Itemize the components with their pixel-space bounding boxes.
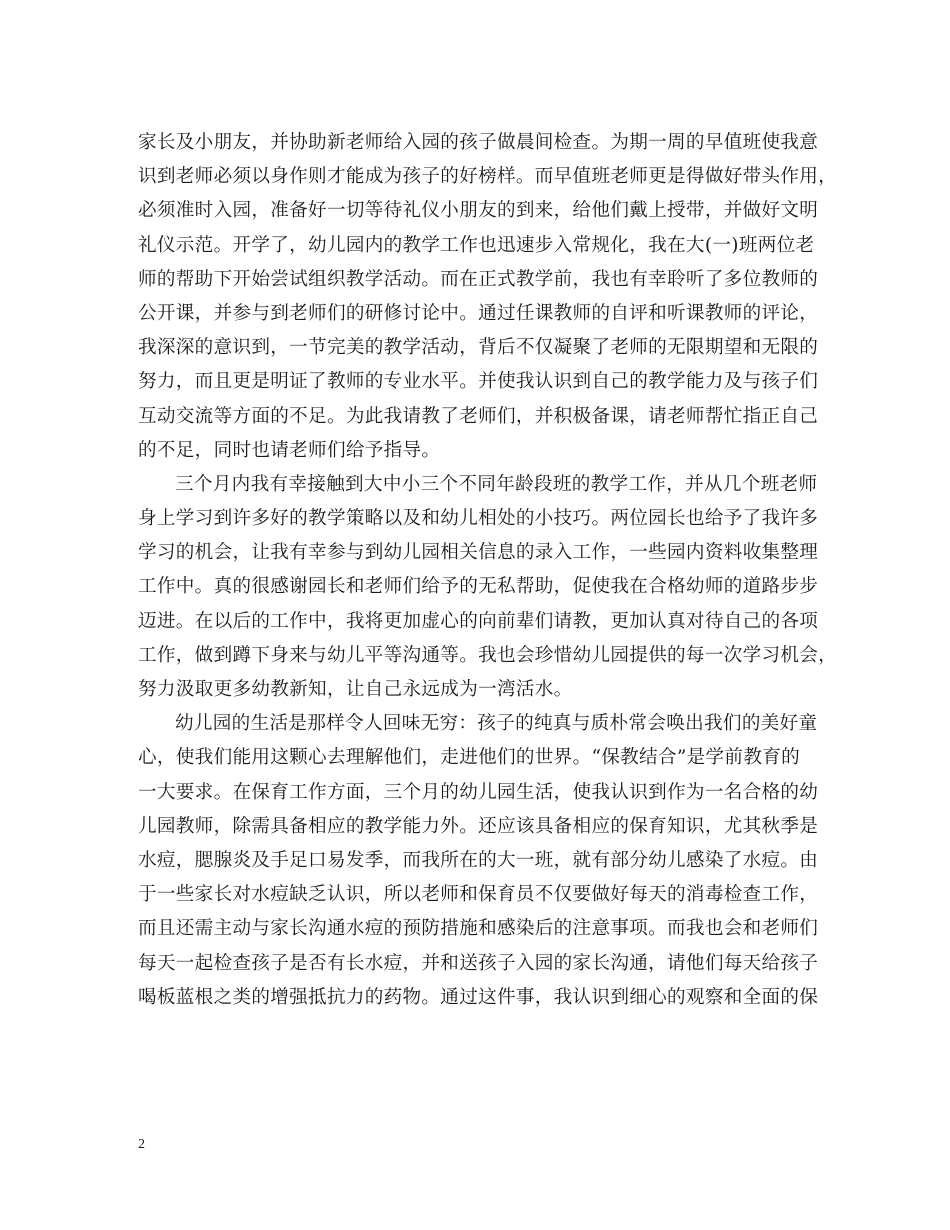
text-line: 公开课，并参与到老师们的研修讨论中。通过任课教师的自评和听课教师的评论， <box>138 302 819 324</box>
document-body <box>138 126 838 1015</box>
text-line: 我深深的意识到，一节完美的教学活动，背后不仅凝聚了老师的无限期望和无限的 <box>138 337 819 359</box>
text-line: 努力汲取更多幼教新知，让自己永远成为一湾活水。 <box>138 679 573 700</box>
paragraph-1 <box>138 126 838 468</box>
paragraph-3 <box>138 707 828 1015</box>
paragraph-2 <box>138 468 838 707</box>
text-line: 一大要求。在保育工作方面，三个月的幼儿园生活，使我认识到作为一名合格的幼 <box>138 781 819 803</box>
text-line: 礼仪示范。开学了，幼儿园内的教学工作也迅速步入常规化，我在大(一)班两位老 <box>138 234 815 256</box>
page-number: 2 <box>138 1137 145 1152</box>
text-line: 识到老师必须以身作则才能成为孩子的好榜样。而早值班老师更是得做好带头作用， <box>138 166 838 188</box>
text-line: 互动交流等方面的不足。为此我请教了老师们，并积极备课，请老师帮忙指正自己 <box>138 405 819 427</box>
text-line: 儿园教师，除需具备相应的教学能力外。还应该具备相应的保育知识，尤其秋季是 <box>138 815 819 837</box>
text-line: 迈进。在以后的工作中，我将更加虚心的向前辈们请教，更加认真对待自己的各项 <box>138 610 819 632</box>
text-line: 努力，而且更是明证了教师的专业水平。并使我认识到自己的教学能力及与孩子们 <box>138 371 819 393</box>
text-line: 工作，做到蹲下身来与幼儿平等沟通等。我也会珍惜幼儿园提供的每一次学习机会， <box>138 644 838 666</box>
text-line: 家长及小朋友，并协助新老师给入园的孩子做晨间检查。为期一周的早值班使我意 <box>138 132 819 153</box>
text-line: 的不足，同时也请老师们给予指导。 <box>138 439 441 461</box>
text-line: 必须准时入园，准备好一切等待礼仪小朋友的到来，给他们戴上授带，并做好文明 <box>138 200 819 222</box>
text-line: 师的帮助下开始尝试组织教学活动。而在正式教学前，我也有幸聆听了多位教师的 <box>138 268 819 290</box>
text-line: 身上学习到许多好的教学策略以及和幼儿相处的小技巧。两位园长也给予了我许多 <box>138 508 819 530</box>
text-line: 三个月内我有幸接触到大中小三个不同年龄段班的教学工作，并从几个班老师 <box>175 473 818 495</box>
text-line: 心，使我们能用这颗心去理解他们，走进他们的世界。“保教结合”是学前教育的 <box>138 747 800 769</box>
text-line: 每天一起检查孩子是否有长水痘，并和送孩子入园的家长沟通，请他们每天给孩子 <box>138 952 819 974</box>
text-line: 喝板蓝根之类的增强抵抗力的药物。通过这件事，我认识到细心的观察和全面的保 <box>138 986 819 1008</box>
text-line: 而且还需主动与家长沟通水痘的预防措施和感染后的注意事项。而我也会和老师们 <box>138 918 819 940</box>
text-line: 于一些家长对水痘缺乏认识，所以老师和保育员不仅要做好每天的消毒检查工作， <box>138 884 819 906</box>
text-line: 幼儿园的生活是那样令人回味无穷：孩子的纯真与质朴常会唤出我们的美好童 <box>175 713 818 735</box>
text-line: 工作中。真的很感谢园长和老师们给予的无私帮助，促使我在合格幼师的道路步步 <box>138 576 819 598</box>
text-line: 学习的机会，让我有幸参与到幼儿园相关信息的录入工作，一些园内资料收集整理 <box>138 542 819 564</box>
text-line: 水痘，腮腺炎及手足口易发季，而我所在的大一班，就有部分幼儿感染了水痘。由 <box>138 849 819 871</box>
